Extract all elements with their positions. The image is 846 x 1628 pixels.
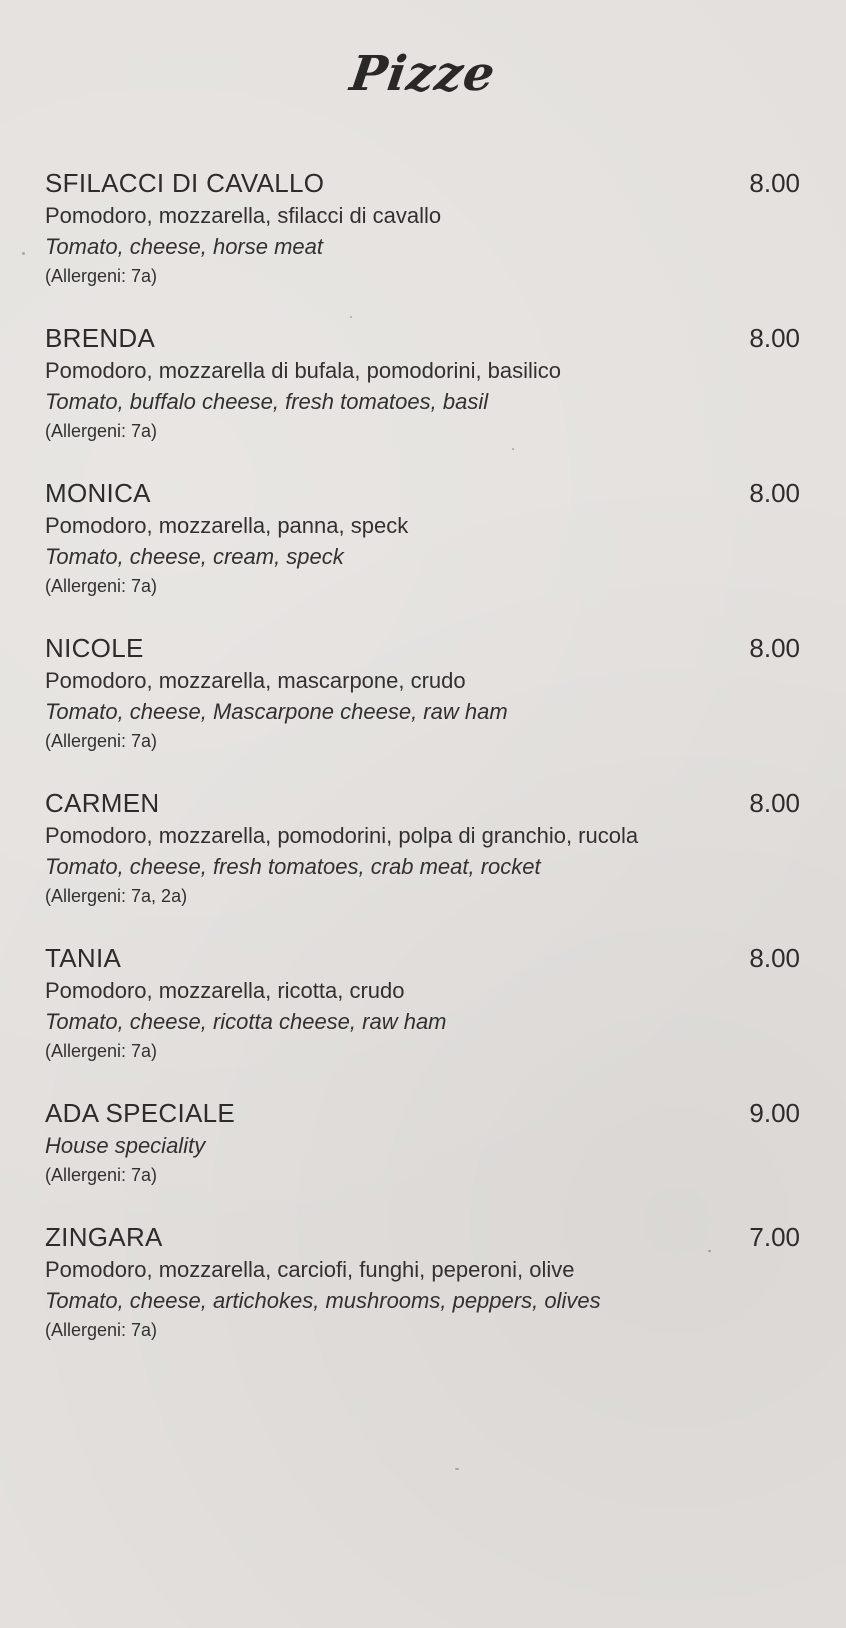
- menu-item-name: NICOLE: [45, 633, 144, 663]
- menu-item-price: 8.00: [749, 323, 800, 353]
- menu-item-allergens: (Allergeni: 7a): [45, 1320, 158, 1340]
- menu-item-english-description: Tomato, cheese, horse meat: [45, 234, 324, 259]
- menu-item: [45, 1220, 800, 1375]
- menu-item: [45, 941, 800, 1096]
- menu-item-price: 7.00: [749, 1222, 800, 1252]
- menu-item: [45, 631, 800, 786]
- menu-item-allergens: (Allergeni: 7a, 2a): [45, 886, 188, 906]
- menu-item-english-description: Tomato, cheese, fresh tomatoes, crab meat, rocket: [45, 854, 541, 879]
- menu-item-english-description: Tomato, cheese, cream, speck: [45, 544, 344, 569]
- menu-item-name: TANIA: [45, 943, 122, 973]
- menu-item-name: ZINGARA: [45, 1222, 163, 1252]
- menu-item-allergens: (Allergeni: 7a): [45, 266, 158, 286]
- menu-item-name: BRENDA: [45, 323, 156, 353]
- menu-item-italian-description: Pomodoro, mozzarella, panna, speck: [45, 513, 409, 538]
- menu-item-price: 8.00: [749, 478, 800, 508]
- menu-item-price: 8.00: [749, 168, 800, 198]
- menu-item: [45, 1096, 800, 1220]
- menu-item-header: [45, 1220, 800, 1254]
- menu-item-english-description: Tomato, cheese, artichokes, mushrooms, peppers, olives: [45, 1288, 601, 1313]
- menu-item-price: 8.00: [749, 943, 800, 973]
- menu-item-price: 8.00: [749, 633, 800, 663]
- menu-item-italian-description: Pomodoro, mozzarella, pomodorini, polpa di granchio, rucola: [45, 823, 639, 848]
- paper-speck: [22, 252, 25, 255]
- menu-title: Pizze: [346, 46, 500, 102]
- menu-item-header: [45, 1096, 800, 1130]
- menu-item-allergens: (Allergeni: 7a): [45, 576, 158, 596]
- menu-item-italian-description: Pomodoro, mozzarella, carciofi, funghi, peperoni, olive: [45, 1257, 575, 1282]
- menu-item-header: [45, 476, 800, 510]
- menu-item-italian-description: Pomodoro, mozzarella, sfilacci di cavallo: [45, 203, 442, 228]
- menu-item-italian-description: Pomodoro, mozzarella di bufala, pomodorini, basilico: [45, 358, 562, 383]
- menu-item-header: [45, 631, 800, 665]
- menu-item: [45, 786, 800, 941]
- menu-item: [45, 166, 800, 321]
- menu-item-allergens: (Allergeni: 7a): [45, 731, 158, 751]
- menu-item-header: [45, 166, 800, 200]
- menu-item-header: [45, 786, 800, 820]
- menu-item-header: [45, 321, 800, 355]
- menu-item-price: 8.00: [749, 788, 800, 818]
- menu-item-italian-description: Pomodoro, mozzarella, ricotta, crudo: [45, 978, 405, 1003]
- menu-item-allergens: (Allergeni: 7a): [45, 421, 158, 441]
- menu-item-english-description: Tomato, cheese, ricotta cheese, raw ham: [45, 1009, 447, 1034]
- menu-item-english-description: House speciality: [45, 1133, 206, 1158]
- menu-item-name: SFILACCI DI CAVALLO: [45, 168, 325, 198]
- menu-item-italian-description: Pomodoro, mozzarella, mascarpone, crudo: [45, 668, 466, 693]
- menu-item-english-description: Tomato, buffalo cheese, fresh tomatoes, basil: [45, 389, 489, 414]
- menu-item-header: [45, 941, 800, 975]
- menu-item: [45, 476, 800, 631]
- paper-speck: [455, 1468, 459, 1470]
- menu-item-name: ADA SPECIALE: [45, 1098, 236, 1128]
- menu-item-allergens: (Allergeni: 7a): [45, 1165, 158, 1185]
- menu-item-allergens: (Allergeni: 7a): [45, 1041, 158, 1061]
- menu-item-name: CARMEN: [45, 788, 160, 818]
- menu-item: [45, 321, 800, 476]
- pizza-list: [45, 166, 800, 1375]
- menu-item-name: MONICA: [45, 478, 151, 508]
- menu-item-english-description: Tomato, cheese, Mascarpone cheese, raw ham: [45, 699, 508, 724]
- menu-item-price: 9.00: [749, 1098, 800, 1128]
